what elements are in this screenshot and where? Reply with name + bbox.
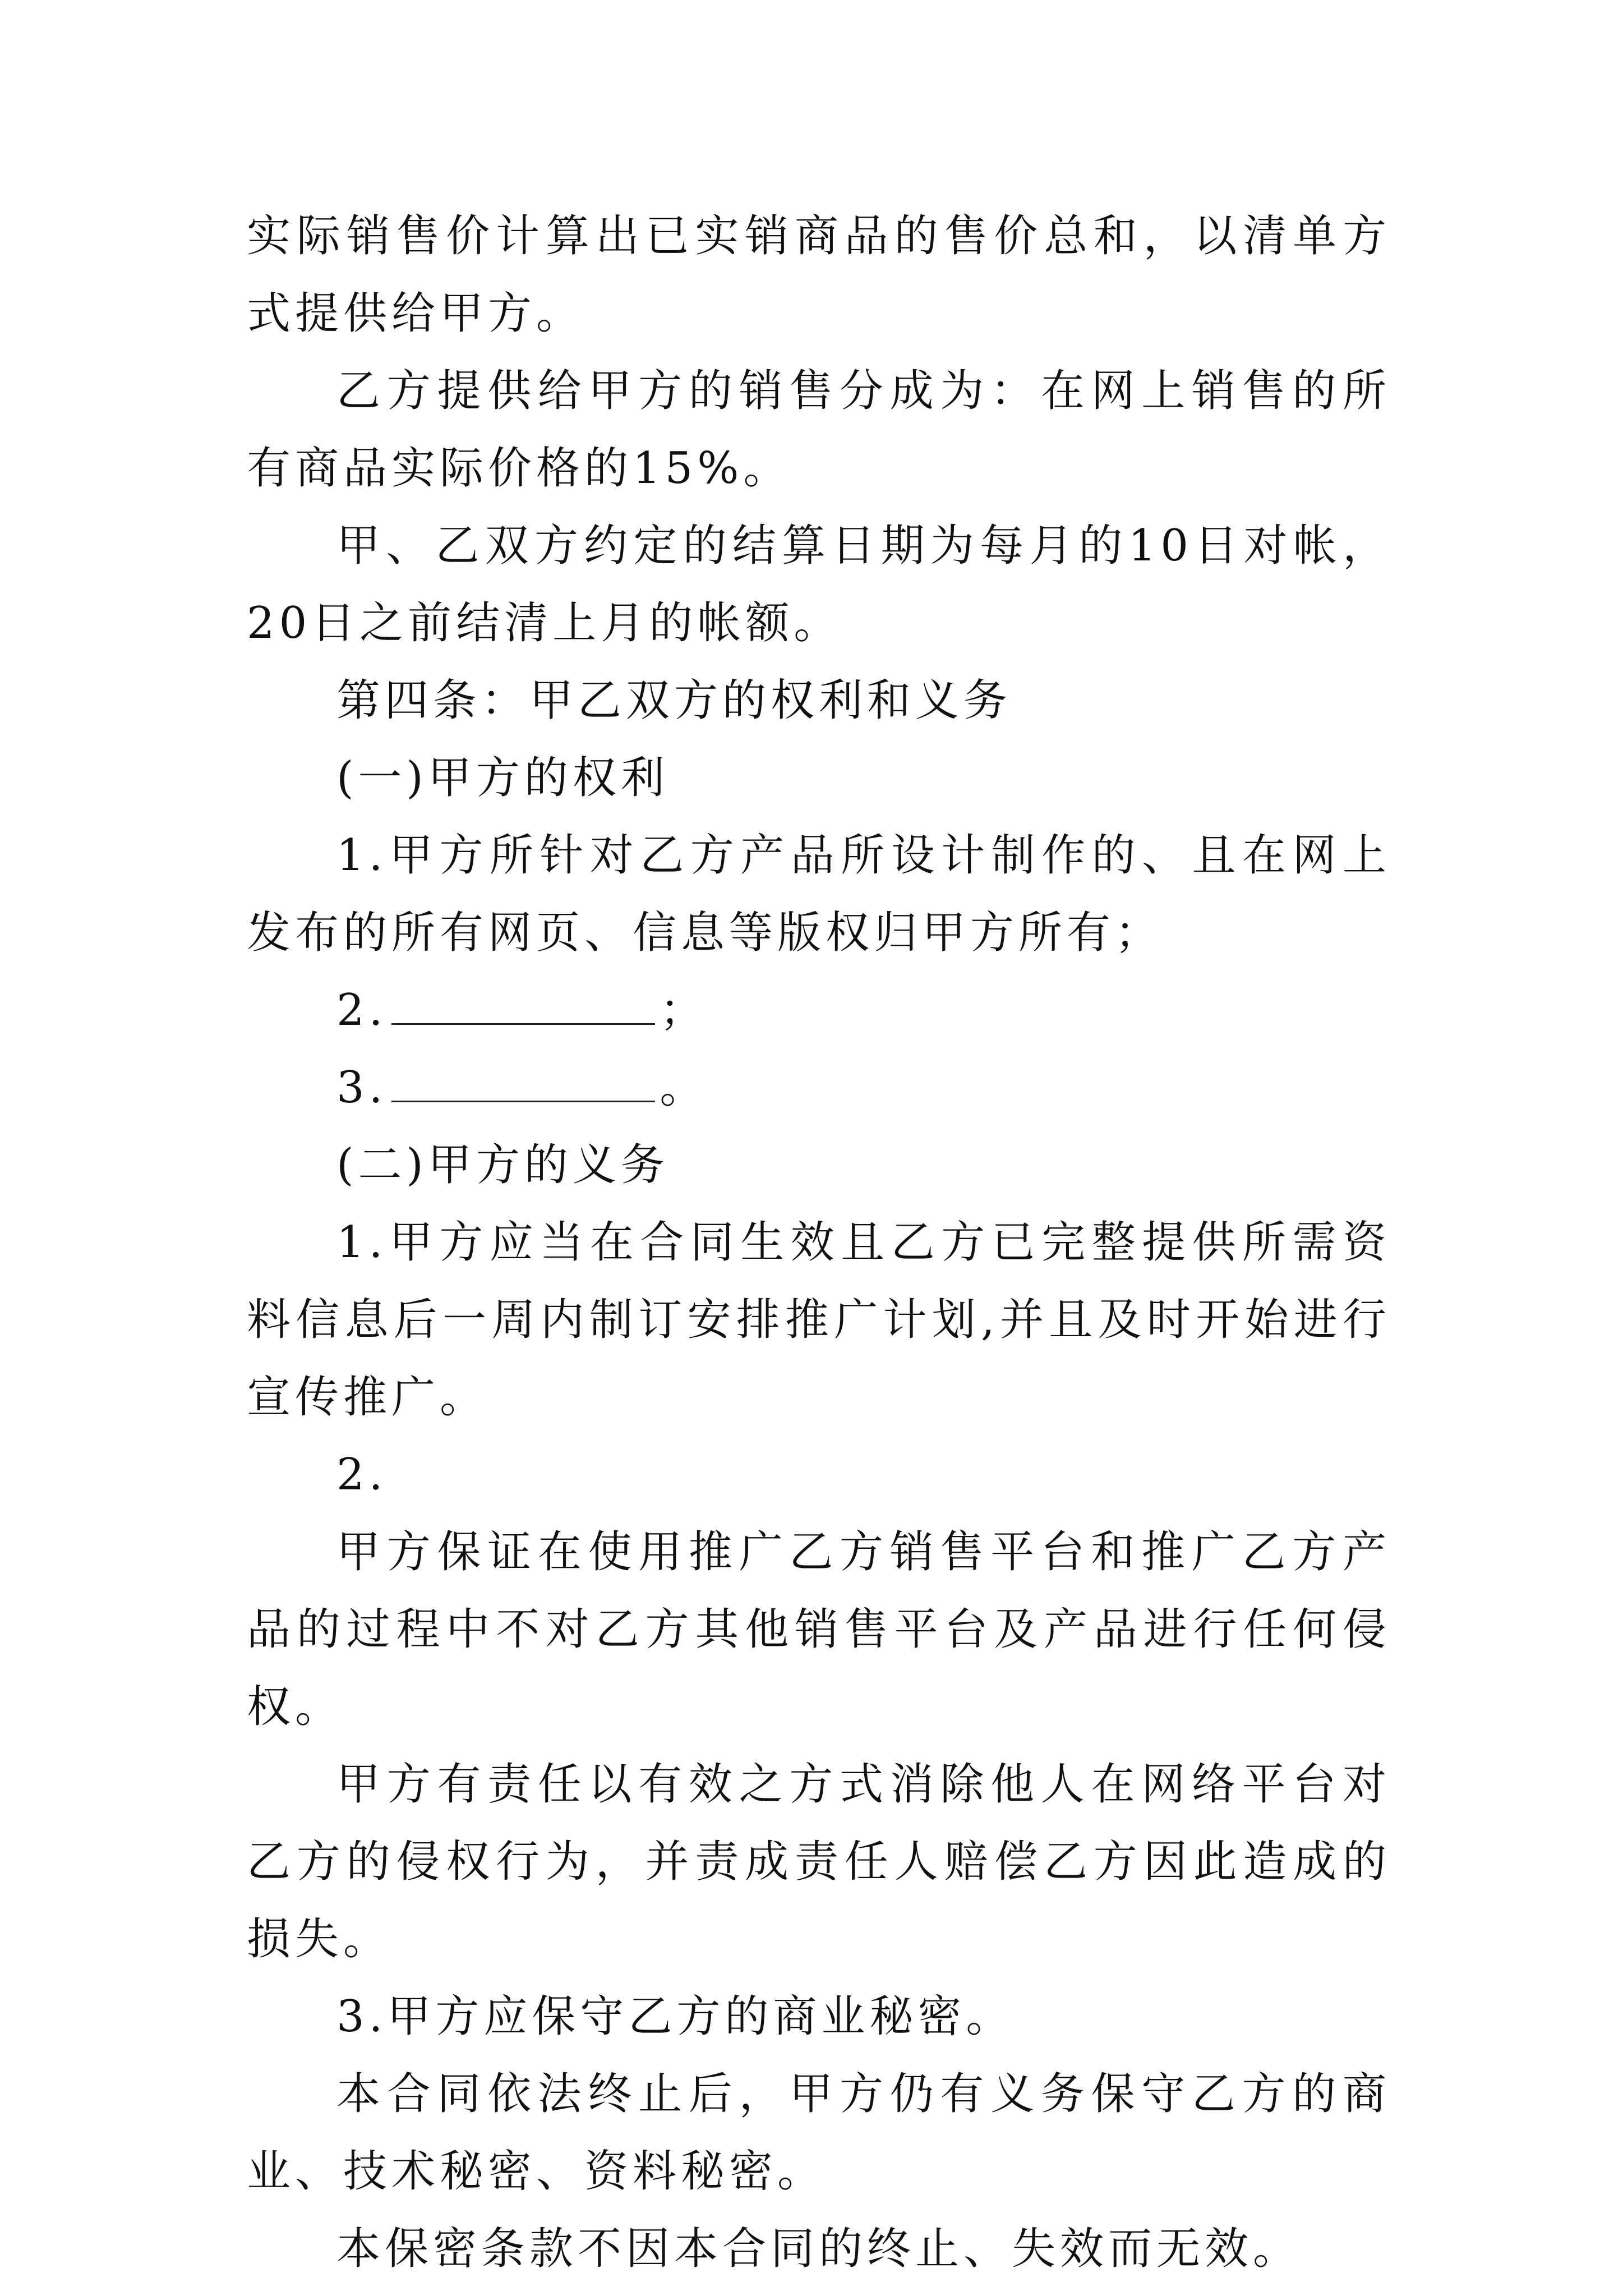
paragraph-settlement-date: 甲、乙双方约定的结算日期为每月的10日对帐，20日之前结清上月的帐额。 (247, 521, 1391, 648)
confidentiality-clause-survival: 本保密条款不因本合同的终止、失效而无效。 (336, 2224, 1302, 2274)
rights-item-3-punctuation: 。 (660, 1062, 708, 1113)
paragraph-sales-share: 乙方提供给甲方的销售分成为：在网上销售的所有商品实际价格的15%。 (247, 366, 1391, 494)
obligations-item-2-guarantee: 甲方保证在使用推广乙方销售平台和推广乙方产品的过程中不对乙方其他销售平台及产品进行任何侵权。 (247, 1527, 1391, 1732)
obligations-item-2-number: 2. (336, 1450, 388, 1500)
section-party-a-rights: (一)甲方的权利 (336, 753, 669, 803)
paragraph-sales-total: 实际销售价计算出已实销商品的售价总和，以清单方式提供给甲方。 (247, 211, 1391, 339)
obligations-item-3: 3.甲方应保守乙方的商业秘密。 (336, 1991, 1015, 2042)
article-four-heading: 第四条：甲乙双方的权利和义务 (336, 675, 1012, 726)
document-body (247, 197, 1391, 2288)
section-party-a-obligations: (二)甲方的义务 (336, 1140, 669, 1190)
rights-item-2 (247, 972, 1391, 1049)
obligations-item-2-infringement: 甲方有责任以有效之方式消除他人在网络平台对乙方的侵权行为，并责成责任人赔偿乙方因此造成的损失。 (247, 1759, 1391, 1964)
rights-item-1: 1.甲方所针对乙方产品所设计制作的、且在网上发布的所有网页、信息等版权归甲方所有； (247, 830, 1391, 958)
rights-item-3 (247, 1049, 1391, 1126)
obligations-item-1: 1.甲方应当在合同生效且乙方已完整提供所需资料信息后一周内制订安排推广计划,并且及时开始进行宣传推广。 (247, 1217, 1391, 1423)
fill-in-blank-line (391, 1097, 655, 1102)
confidentiality-after-termination: 本合同依法终止后，甲方仍有义务保守乙方的商业、技术秘密、资料秘密。 (247, 2069, 1391, 2197)
rights-item-3-number: 3. (336, 1062, 388, 1113)
fill-in-blank-line (391, 1020, 655, 1025)
rights-item-2-punctuation: ； (660, 985, 708, 1036)
rights-item-2-number: 2. (336, 985, 388, 1036)
